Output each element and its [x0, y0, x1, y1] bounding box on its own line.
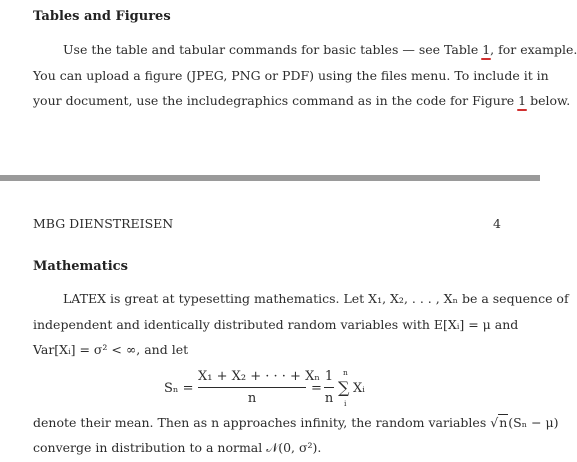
latex-logo: LATEX: [63, 291, 107, 306]
equation-lhs: Sₙ =: [164, 381, 194, 396]
paragraph-line: Use the table and tabular commands for basic tables — see Table 1, for example.: [63, 42, 577, 57]
running-header-title: MBG DIENSTREISEN: [33, 216, 174, 231]
section-heading-tables-figures: Tables and Figures: [33, 9, 171, 24]
summand: Xᵢ: [353, 381, 365, 396]
paragraph-line: You can upload a figure (JPEG, PNG or PDF) using the files menu. To include it in: [33, 68, 549, 83]
paragraph-line: independent and identically distributed random variables with E[Xᵢ] = μ and: [33, 317, 519, 332]
paragraph-line: Var[Xᵢ] = σ² < ∞, and let: [33, 342, 189, 357]
paragraph-line: converge in distribution to a normal 𝒩(0, σ²).: [33, 440, 322, 455]
fraction-numerator: X₁ + X₂ + · · · + Xₙ: [198, 369, 320, 384]
equals-sign: =: [311, 381, 322, 396]
figure-reference-link[interactable]: 1: [518, 93, 527, 108]
table-reference-link[interactable]: 1: [482, 42, 491, 57]
paragraph-line: denote their mean. Then as n approaches infinity, the random variables √n(Sₙ − μ): [33, 415, 559, 430]
sum-lower-limit: i: [344, 399, 347, 408]
page-number: 4: [493, 216, 501, 231]
sqrt-expression: √n: [490, 415, 508, 430]
paragraph-line: your document, use the includegraphics command as in the code for Figure 1 below.: [33, 93, 571, 108]
fraction-bar: [198, 387, 306, 388]
summation-symbol: ∑: [338, 378, 350, 397]
fraction-denominator: n: [247, 391, 257, 406]
section-heading-mathematics: Mathematics: [33, 259, 128, 274]
sum-upper-limit: n: [343, 368, 348, 377]
paragraph-line: LATEX is great at typesetting mathematics. Let X₁, X₂, . . . , Xₙ be a sequence of: [63, 291, 569, 306]
page-top: [0, 0, 577, 175]
